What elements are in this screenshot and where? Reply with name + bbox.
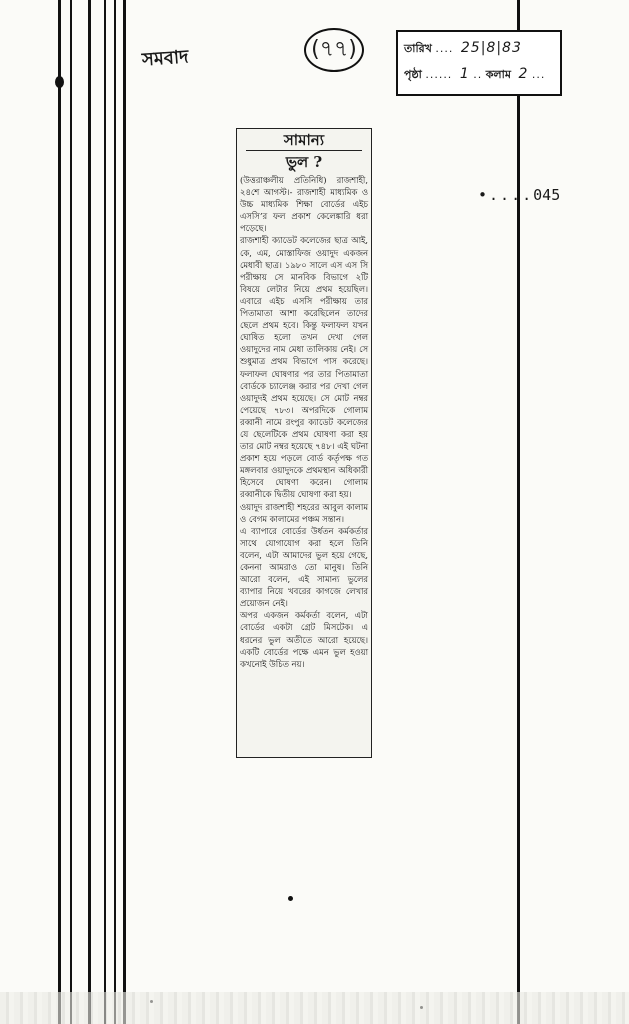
archive-number-value: 045 (533, 186, 561, 204)
leader-dots: •.... (478, 186, 534, 204)
stamp-dots: ...... (425, 68, 453, 81)
newspaper-clipping (236, 128, 372, 758)
stamp-column-value: 2 (518, 66, 529, 82)
archive-stamp (396, 30, 562, 96)
clipping-paragraph: অপর একজন কর্মকর্তা বলেন, এটা বোর্ডের একটা গ্রেট মিসটেক। এ ধরনের ভুল অতীতে আরো হয়েছে। একটি বোর্ডের পক্ষে এমন ভুল হওয়া কখনোই উচিত নয়। (240, 610, 368, 669)
stamp-column-label: কলাম (485, 68, 511, 81)
binding-line (104, 0, 106, 1024)
clipping-headline-line-2: ভুল ? (285, 153, 323, 171)
stamp-date-row (404, 40, 522, 59)
scan-bottom-edge (0, 992, 629, 1024)
stamp-date-value: 25|8|83 (460, 40, 522, 56)
binding-line (123, 0, 126, 1024)
binding-line (88, 0, 91, 1024)
stamp-page-value: 1 (459, 66, 470, 82)
circled-page-number: (৭৭) (304, 28, 364, 72)
stamp-dots: .. (473, 68, 483, 81)
stamp-date-label: তারিখ (404, 42, 432, 55)
clipping-paragraph: এ ব্যাপারে বোর্ডের উর্ধতন কর্মকর্তার সাথে যোগাযোগ করা হলে তিনি বলেন, এটা আমাদের ভুল হয়ে গেছে, কেননা আমরাও তো মানুষ। তিনি আরো বলেন, এই সামান্য ভুলের ব্যাপার নিয়ে খবরের কাগজে লেখার প্রয়োজন নেই। (240, 525, 368, 609)
binding-line (58, 0, 61, 1024)
clipping-paragraph: (উত্তরাঞ্চলীয় প্রতিনিধি) রাজশাহী, ২৪শে আগস্ট।- রাজশাহী মাধ্যমিক ও উচ্চ মাধ্যমিক শিক্ষা বোর্ডের এইচ এসসি’র ফল প্রকাশ কেলেঙ্কারি ধরা পড়েছে। (240, 175, 368, 234)
archive-number (478, 186, 560, 204)
binding-line (114, 0, 116, 1024)
scan-speck (288, 896, 293, 901)
stamp-page-row (404, 66, 545, 85)
newspaper-name-handwritten: সমবাদ (141, 46, 190, 71)
stamp-dots: .... (435, 42, 454, 55)
clipping-paragraph: রাজশাহী ক্যাডেট কলেজের ছাত্র আই, কে, এম, মোস্তাফিজ ওয়াদুদ একজন মেধাবী ছাত্র। ১৯৮০ সালে এস এস সি পরীক্ষায় সে মানবিক বিভাগে ২টি বিষয়ে লেটার নিয়ে প্রথম হয়েছিল। এবারে এইচ এসসি পরীক্ষায় তার পিতামাতা আশা করেছিলেন তাদের ছেলে প্রথম হবে। কিন্তু ফলাফল যখন ঘোষিত হলো তখন দেখা গেল ওয়াদুদের নাম মেধা তালিকায় নেই। সে শুধুমাত্র প্রথম বিভাগে পাস করেছে। ফলাফল ঘোষণার পর তার পিতামাতা বোর্ডকে চ্যালেঞ্জ করার পর দেখা গেল ওয়াদুদই প্রথম হয়েছে। সে মোট নম্বর পেয়েছে ৭৮৩। অপরদিকে গোলাম রব্বানী নামে রংপুর ক্যাডেট কলেজের যে ছেলেটিকে প্রথম ঘোষণা করা হয় তার মোট নম্বর হয়েছে ৭৪৮। এই ঘটনা প্রকাশ হয়ে পড়লে বোর্ড কর্তৃপক্ষ গত মঙ্গলবার ওয়াদুদকে প্রথমস্থান অধিকারী হিসেবে ঘোষণা করেন। গোলাম রব্বানীকে দ্বিতীয় ঘোষণা করা হয়। (240, 235, 368, 500)
stamp-dots: ... (531, 68, 546, 81)
stamp-page-label: পৃষ্ঠা (404, 68, 422, 81)
punch-hole (55, 76, 64, 88)
binding-line (70, 0, 72, 1024)
clipping-paragraph: ওয়াদুদ রাজশাহী শহরের আবুল কালাম ও বেগম কালামের পঞ্চম সন্তান। (240, 501, 368, 524)
clipping-headline-line-1: সামান্য (246, 131, 362, 151)
binding-line (517, 0, 520, 1024)
